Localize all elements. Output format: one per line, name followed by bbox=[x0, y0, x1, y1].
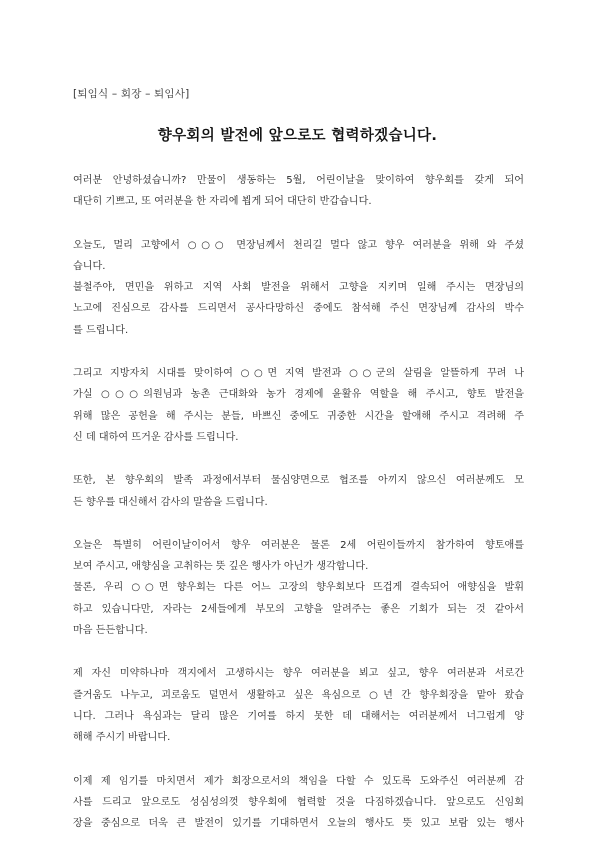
paragraph bbox=[73, 535, 524, 641]
text-line: 신 데 대하여 뜨거운 감사를 드립니다. bbox=[73, 431, 239, 443]
text-line: 여러분 안녕하셨습니까? 만물이 생동하는 5월, 어린이날을 맞이하여 향우회를 갖게 되어 bbox=[73, 175, 524, 186]
text-line: 사를 드리고 앞으로도 성심성의껏 향우회에 협력할 것을 다짐하겠습니다. 앞으로도 신임회 bbox=[73, 796, 524, 808]
text-line: 이제 제 임기를 마치면서 제가 회장으로서의 책임을 다할 수 있도록 도와주신 여러분께 감 bbox=[73, 775, 524, 787]
paragraph bbox=[73, 235, 524, 341]
paragraph bbox=[73, 771, 524, 835]
text-line: 습니다. bbox=[73, 260, 106, 272]
text-line: 위해 많은 공헌을 해 주시는 분들, 바쁘신 중에도 귀중한 시간을 할애해 주시고 격려해 주 bbox=[73, 410, 524, 422]
text-line: 보여 주시고, 애향심을 고취하는 뜻 깊은 행사가 아닌가 생각합니다. bbox=[73, 561, 369, 573]
text-line: 오늘은 특별히 어린이날이어서 향우 여러분은 물론 2세 어린이들까지 참가하여 향토애를 bbox=[73, 539, 524, 551]
document-body bbox=[73, 170, 524, 856]
text-line: 노고에 진심으로 감사를 드리면서 공사다망하신 중에도 참석해 주신 면장님께 감사의 박수 bbox=[73, 303, 524, 315]
text-line: 즐거움도 나누고, 괴로움도 덜면서 생활하고 싶은 욕심으로 ○년 간 향우회장을 맡아 왔습 bbox=[73, 689, 524, 701]
text-line: 또한, 본 향우회의 발족 과정에서부터 물심양면으로 협조를 아끼지 않으신 여러분께도 모 bbox=[73, 475, 524, 487]
text-line: 오늘도, 멀리 고향에서 ○○○ 면장님께서 천리길 멀다 않고 향우 여러분을 위해 와 주셨 bbox=[73, 239, 524, 251]
text-line: 하고 있습니다만, 자라는 2세들에게 부모의 고향을 알려주는 좋은 기회가 되는 것 같아서 bbox=[73, 603, 524, 615]
text-line: 불철주야, 면민을 위하고 지역 사회 발전을 위해서 고향을 지키며 일해 주시는 면장님의 bbox=[73, 282, 524, 294]
paragraph bbox=[73, 363, 524, 448]
paragraph bbox=[73, 470, 524, 513]
text-line: 가실 ○○○의원님과 농촌 근대화와 농가 경제에 윤활유 역할을 해 주시고, 향토 발전을 bbox=[73, 389, 524, 401]
text-line: 해해 주시기 바랍니다. bbox=[73, 732, 171, 744]
paragraph bbox=[73, 663, 524, 748]
text-line: 를 드립니다. bbox=[73, 324, 129, 336]
text-line: 제 자신 미약하나마 객지에서 고생하시는 향우 여러분을 뵈고 싶고, 향우 여러분과 서로간 bbox=[73, 668, 524, 680]
text-line: 장을 중심으로 더욱 큰 발전이 있기를 기대하면서 오늘의 행사도 뜻 있고 보람 있는 행사 bbox=[73, 818, 524, 830]
document-title: 향우회의 발전에 앞으로도 협력하겠습니다. bbox=[157, 128, 438, 144]
document-header-tag: [퇴임식 – 회장 – 퇴임사] bbox=[73, 88, 190, 100]
text-line: 든 향우를 대신해서 감사의 말씀을 드립니다. bbox=[73, 496, 268, 508]
paragraph bbox=[73, 170, 524, 213]
text-line: 그리고 지방자치 시대를 맞이하여 ○○면 지역 발전과 ○○군의 살림을 알뜰하게 꾸려 나 bbox=[73, 368, 524, 380]
text-line: 물론, 우리 ○○면 향우회는 다른 어느 고장의 향우회보다 뜨겁게 결속되어 애향심을 발휘 bbox=[73, 582, 524, 594]
text-line: 대단히 기쁘고, 또 여러분을 한 자리에 뵙게 되어 대단히 반갑습니다. bbox=[73, 196, 372, 208]
text-line: 마음 든든합니다. bbox=[73, 625, 148, 637]
text-line: 니다. 그러나 욕심과는 달리 많은 기여를 하지 못한 데 대해서는 여러분께서 너그럽게 양 bbox=[73, 710, 524, 722]
